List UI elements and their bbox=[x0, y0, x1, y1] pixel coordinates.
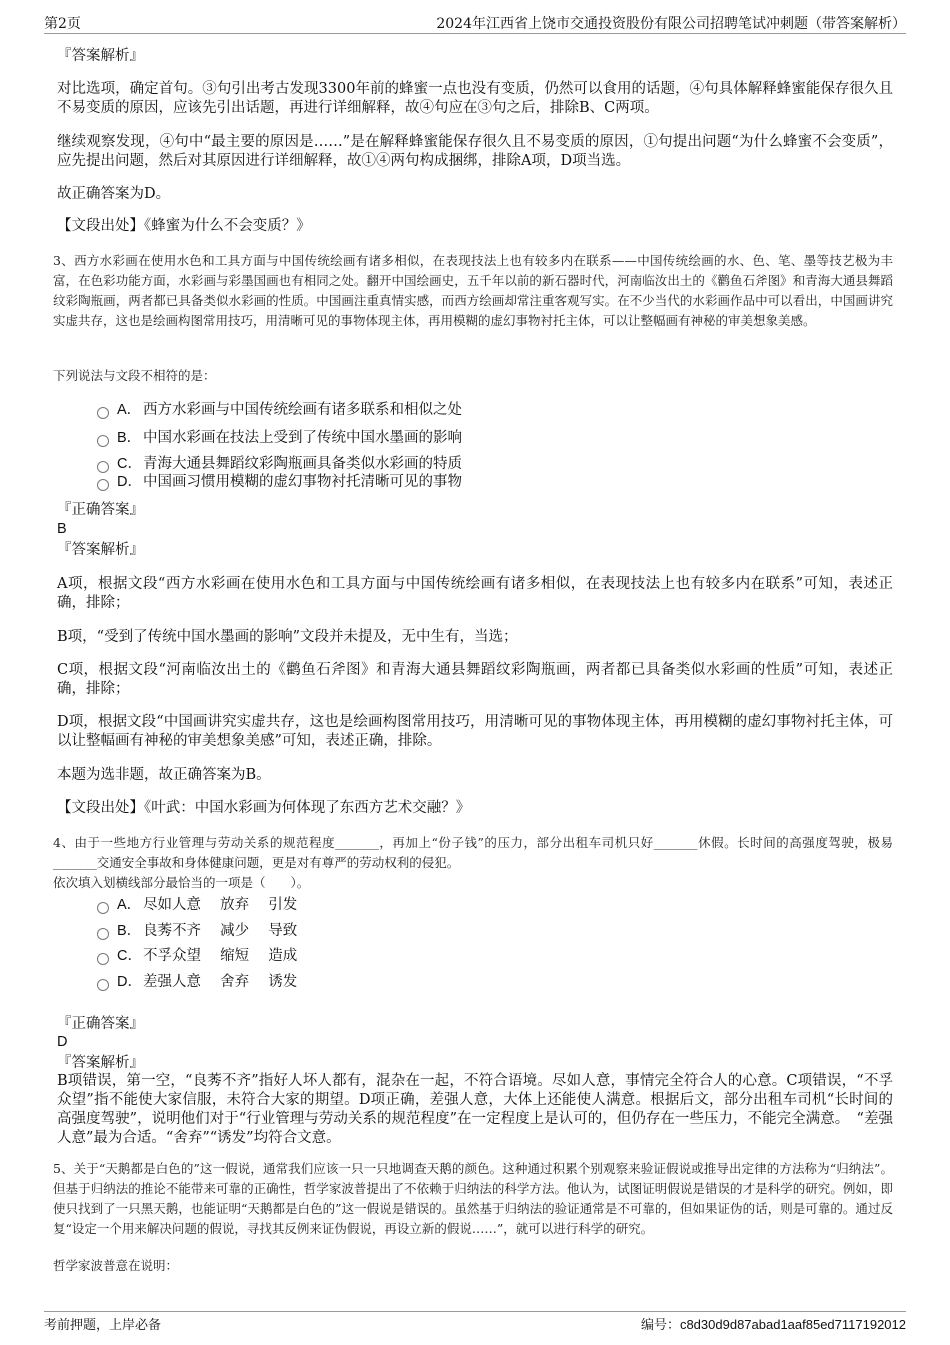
q3-answer: B bbox=[57, 521, 67, 537]
q2-analysis-para1: 对比选项，确定首句。③句引出考古发现3300年前的蜂蜜一点也没有变质，仍然可以食用的话题，④句具体解释蜂蜜能保存很久且不易变质的原因，应该先引出话题，再进行详细解释，故④句应在③句之后，排除B、C两项。 bbox=[57, 81, 893, 116]
radio-button-icon[interactable] bbox=[97, 479, 109, 491]
option-letter: C． bbox=[117, 948, 142, 964]
q4-option-d[interactable] bbox=[97, 972, 297, 992]
option-letter: D． bbox=[117, 474, 142, 490]
radio-button-icon[interactable] bbox=[97, 407, 109, 419]
q3-explanation-a: A项，根据文段“西方水彩画在使用水色和工具方面与中国传统绘画有诸多相似，在表现技法上也有较多内在联系”可知，表述正确，排除； bbox=[57, 576, 893, 611]
q3-question: 下列说法与文段不相符的是： bbox=[53, 368, 216, 383]
radio-button-icon[interactable] bbox=[97, 953, 109, 965]
q3-explanation-b: B项，“受到了传统中国水墨画的影响”文段并未提及，无中生有，当选； bbox=[57, 629, 518, 645]
q4-question: 依次填入划横线部分最恰当的一项是（ ）。 bbox=[53, 875, 310, 890]
option-letter: B． bbox=[117, 430, 142, 446]
option-text: 青海大通县舞蹈纹彩陶瓶画具备类似水彩画的特质 bbox=[143, 456, 462, 472]
option-text: 中国画习惯用模糊的虚幻事物衬托清晰可见的事物 bbox=[143, 474, 462, 490]
q5-question: 哲学家波普意在说明： bbox=[53, 1258, 179, 1273]
q2-analysis-para2: 继续观察发现，④句中“最主要的原因是……”是在解释蜂蜜能保存很久且不易变质的原因，①句提出问题“为什么蜂蜜不会变质”，应先提出问题，然后对其原因进行详细解释，故①④两句构成捆绑，排除A项，D项当选。 bbox=[57, 134, 893, 169]
q4-analysis-label: 『答案解析』 bbox=[57, 1055, 144, 1071]
q2-analysis-label: 『答案解析』 bbox=[57, 48, 144, 64]
option-letter: B． bbox=[117, 923, 142, 939]
q4-option-a[interactable] bbox=[97, 895, 297, 915]
q3-option-d[interactable] bbox=[97, 472, 462, 492]
q3-option-b[interactable] bbox=[97, 428, 462, 448]
page-header bbox=[0, 0, 950, 34]
q3-option-c[interactable] bbox=[97, 454, 462, 474]
option-letter: A． bbox=[117, 402, 142, 418]
doc-code-value: c8d30d9d87abad1aaf85ed7117192012 bbox=[679, 1317, 906, 1332]
q4-answer: D bbox=[57, 1034, 68, 1050]
radio-button-icon[interactable] bbox=[97, 902, 109, 914]
option-text: 差强人意 舍弃 诱发 bbox=[143, 974, 298, 990]
doc-code-label: 编号： bbox=[640, 1318, 680, 1333]
q3-option-a[interactable] bbox=[97, 400, 462, 420]
q4-answer-label: 『正确答案』 bbox=[57, 1016, 144, 1032]
q4-stem: 4、由于一些地方行业管理与劳动关系的规范程度_______，再加上“份子钱”的压力，部分出租车司机只好_______休假。长时间的高强度驾驶，极易_______交通安全事故和身体健康问题，更是对有尊严的劳动权利的侵犯。 bbox=[53, 835, 893, 870]
q2-source: 【文段出处】《蜂蜜为什么不会变质？》 bbox=[57, 218, 311, 234]
radio-button-icon[interactable] bbox=[97, 979, 109, 991]
option-text: 不孚众望 缩短 造成 bbox=[143, 948, 298, 964]
option-text: 良莠不齐 减少 导致 bbox=[143, 923, 298, 939]
q4-option-b[interactable] bbox=[97, 921, 297, 941]
q3-explanation-d: D项，根据文段“中国画讲究实虚共存，这也是绘画构图常用技巧，用清晰可见的事物体现主体，再用模糊的虚幻事物衬托主体，可以让整幅画有神秘的审美想象美感”可知，表述正确，排除。 bbox=[57, 714, 893, 749]
q3-answer-label: 『正确答案』 bbox=[57, 502, 144, 518]
radio-button-icon[interactable] bbox=[97, 461, 109, 473]
q3-stem: 3、西方水彩画在使用水色和工具方面与中国传统绘画有诸多相似，在表现技法上也有较多内在联系——中国传统绘画的水、色、笔、墨等技艺极为丰富，在色彩功能方面，水彩画与彩墨国画也有相同之处。翻开中国绘画史，五千年以前的新石器时代，河南临汝出土的《鹳鱼石斧图》和青海大通县舞蹈纹彩陶瓶画，两者都已具备类似水彩画的性质。中国画注重真情实感，而西方绘画却常注重客观写实。在不少当代的水彩画作品中可以看出，中国画讲究实虚共存，这也是绘画构图常用技巧，用清晰可见的事物体现主体，再用模糊的虚幻事物衬托主体，可以让整幅画有神秘的审美想象美感。 bbox=[53, 253, 893, 328]
radio-button-icon[interactable] bbox=[97, 435, 109, 447]
option-text: 中国水彩画在技法上受到了传统中国水墨画的影响 bbox=[143, 430, 462, 446]
q3-explanation-c: C项，根据文段“河南临汝出土的《鹳鱼石斧图》和青海大通县舞蹈纹彩陶瓶画，两者都已具备类似水彩画的性质”可知，表述正确，排除； bbox=[57, 662, 893, 697]
q4-option-c[interactable] bbox=[97, 946, 297, 966]
q3-source: 【文段出处】《叶武：中国水彩画为何体现了东西方艺术交融？》 bbox=[57, 800, 471, 816]
option-text: 西方水彩画与中国传统绘画有诸多联系和相似之处 bbox=[143, 402, 462, 418]
option-letter: A． bbox=[117, 897, 142, 913]
option-letter: D． bbox=[117, 974, 142, 990]
header-divider bbox=[44, 33, 906, 34]
document-title: 2024年江西省上饶市交通投资股份有限公司招聘笔试冲刺题（带答案解析） bbox=[436, 16, 906, 32]
q3-conclusion: 本题为选非题，故正确答案为B。 bbox=[57, 767, 271, 783]
option-text: 尽如人意 放弃 引发 bbox=[143, 897, 298, 913]
footer-doc-code bbox=[641, 1314, 906, 1333]
q5-stem: 5、关于“天鹅都是白色的”这一假说，通常我们应该一只一只地调查天鹅的颜色。这种通过积累个别观察来验证假说或推导出定律的方法称为“归纳法”。但基于归纳法的推论不能带来可靠的正确性，哲学家波普提出了不依赖于归纳法的科学方法。他认为，试图证明假说是错误的才是科学的研究。例如，即使只找到了一只黑天鹅，也能证明“天鹅都是白色的”这一假说是错误的。虽然基于归纳法的验证通常是不可靠的，但如果证伪的话，则是可靠的。通过反复“设定一个用来解决问题的假说，寻找其反例来证伪假说，再设立新的假说……”，就可以进行科学的研究。 bbox=[53, 1161, 893, 1236]
footer-slogan: 考前押题，上岸必备 bbox=[44, 1318, 162, 1333]
option-letter: C． bbox=[117, 456, 142, 472]
page-number: 第2页 bbox=[44, 16, 81, 32]
radio-button-icon[interactable] bbox=[97, 928, 109, 940]
q3-analysis-label: 『答案解析』 bbox=[57, 542, 144, 558]
footer-divider bbox=[44, 1311, 906, 1312]
q4-analysis: B项错误，第一空，“良莠不齐”指好人坏人都有，混杂在一起，不符合语境。尽如人意，事情完全符合人的心意。C项错误，“不孚众望”指不能使大家信服，未符合大家的期望。D项正确，差强人意，大体上还能使人满意。根据后文，部分出租车司机“长时间的高强度驾驶”，说明他们对于“行业管理与劳动关系的规范程度”在一定程度上是认可的，但仍存在一些压力，不能完全满意。 “差强人意”最为合适。“舍弃”“诱发”均符合文意。 bbox=[57, 1073, 893, 1146]
q2-conclusion: 故正确答案为D。 bbox=[57, 186, 171, 202]
